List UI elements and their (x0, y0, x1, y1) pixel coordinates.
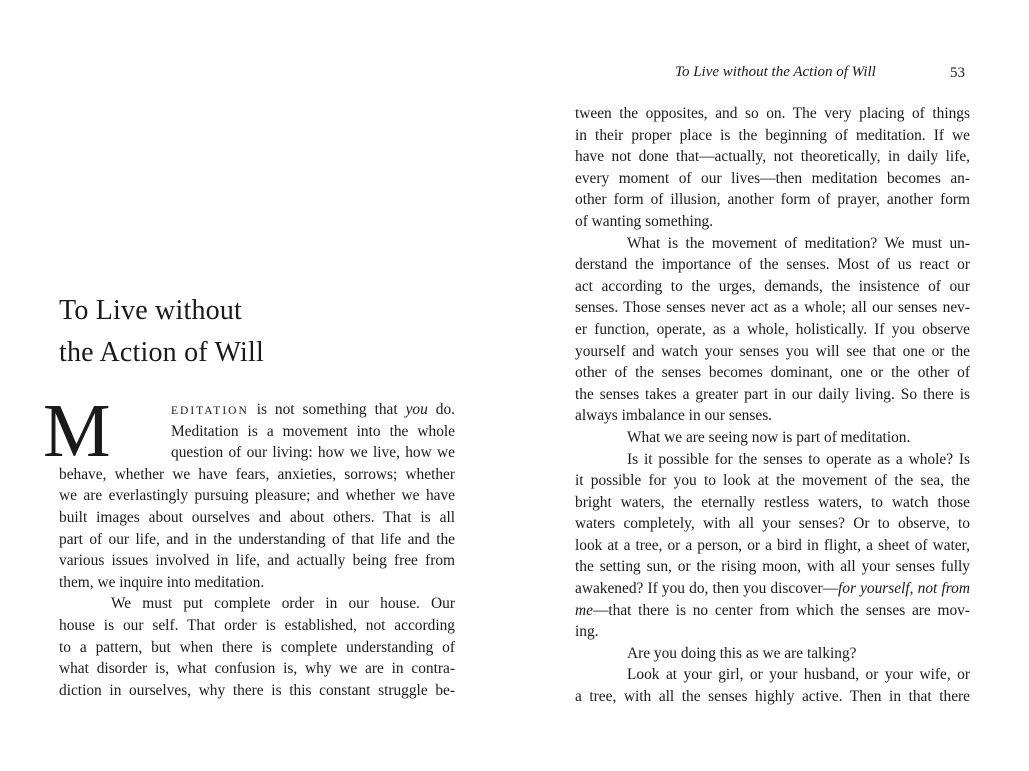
text-line: tween the opposites, and so on. The very placing of things (575, 105, 970, 122)
text-line: er function, operate, as a whole, holistically. If you observe (575, 320, 970, 338)
text-line: senses. Those senses never act as a whole; all our senses nev- (575, 299, 970, 317)
right-body-text (575, 103, 970, 708)
text-line: Is it possible for the senses to operate as a whole? Is (627, 450, 970, 468)
text-line: house is our self. That order is established, not according (59, 616, 455, 634)
text-line: we are everlastingly pursuing pleasure; and whether we have (59, 487, 455, 505)
text-line: always imbalance in our senses. (575, 407, 773, 425)
text-line: every moment of our lives—then meditation becomes an- (575, 169, 970, 187)
text-line: the setting sun, or the rising moon, with all your senses fully (575, 558, 970, 576)
left-body-text (59, 399, 455, 701)
emphasis: me (575, 601, 593, 619)
chapter-title-line-2: the Action of Will (59, 337, 264, 368)
chapter-title-line-1: To Live without (59, 295, 243, 326)
text-line: a tree, with all the senses highly active. Then in that there (575, 688, 970, 706)
left-page (0, 0, 514, 771)
text-line: What is the movement of meditation? We must un- (627, 234, 970, 252)
text-line: of wanting something. (575, 212, 714, 230)
text-line: part of our life, and in the understanding of that life and the (59, 530, 455, 548)
text-line: ing. (575, 623, 599, 641)
text-line: built images about ourselves and about others. That is all (59, 508, 455, 526)
text-line: diction in ourselves, why there is this constant struggle be- (59, 681, 455, 699)
text-line: waters completely, with all your senses? Or to observe, to (575, 515, 970, 533)
page-number: 53 (950, 65, 965, 81)
running-head: To Live without the Action of Will (675, 64, 876, 80)
text-line: to a pattern, but when there is complete understanding of (59, 638, 455, 656)
text-line: yourself and watch your senses you will see that one or the (575, 342, 970, 360)
text-line: them, we inquire into meditation. (59, 573, 265, 591)
opening-small-caps: EDITATION (171, 405, 249, 417)
text-line: Look at your girl, or your husband, or your wife, or (627, 666, 970, 684)
emphasis: you (405, 401, 428, 418)
text-line: We must put complete order in our house. Our (111, 595, 455, 613)
text-line: in their proper place is the beginning of meditation. If we (575, 126, 970, 144)
text-line: various issues involved in life, and actually being free from (59, 552, 455, 570)
text-line: what disorder is, what confusion is, why we are in contra- (59, 660, 455, 678)
text-line: have not done that—actually, not theoretically, in daily life, (575, 148, 970, 166)
text-line: awakened? If you do, then you discover—for yourself, not from (575, 580, 970, 598)
text-line: behave, whether we have fears, anxieties, sorrows; whether (59, 465, 455, 483)
text-line: other of the senses becomes dominant, one or the other of (575, 364, 970, 382)
text-line: Are you doing this as we are talking? (627, 644, 857, 662)
chapter-title (59, 290, 264, 374)
text-line: bright waters, the eternally restless waters, to watch those (575, 493, 970, 511)
text-line: What we are seeing now is part of meditation. (627, 428, 911, 446)
emphasis: for yourself, not from (837, 580, 970, 598)
text-line: EDITATION is not something that you do. (171, 401, 456, 418)
text-line: the senses takes a greater part in our daily living. So there is (575, 385, 970, 403)
text-line: look at a tree, or a person, or a bird in flight, a sheet of water, (575, 536, 970, 554)
text-line: derstand the importance of the senses. Most of us react or (575, 256, 970, 274)
text-line: act according to the urges, demands, the insistence of our (575, 277, 970, 295)
text-line: Meditation is a movement into the whole (171, 422, 455, 440)
text-line: other form of illusion, another form of prayer, another form (575, 191, 970, 209)
text-line: question of our living: how we live, how we (171, 444, 455, 462)
drop-cap: M (43, 389, 111, 473)
text-line: me—that there is no center from which the senses are mov- (575, 601, 970, 619)
text-line: it possible for you to look at the movement of the sea, the (575, 472, 970, 490)
